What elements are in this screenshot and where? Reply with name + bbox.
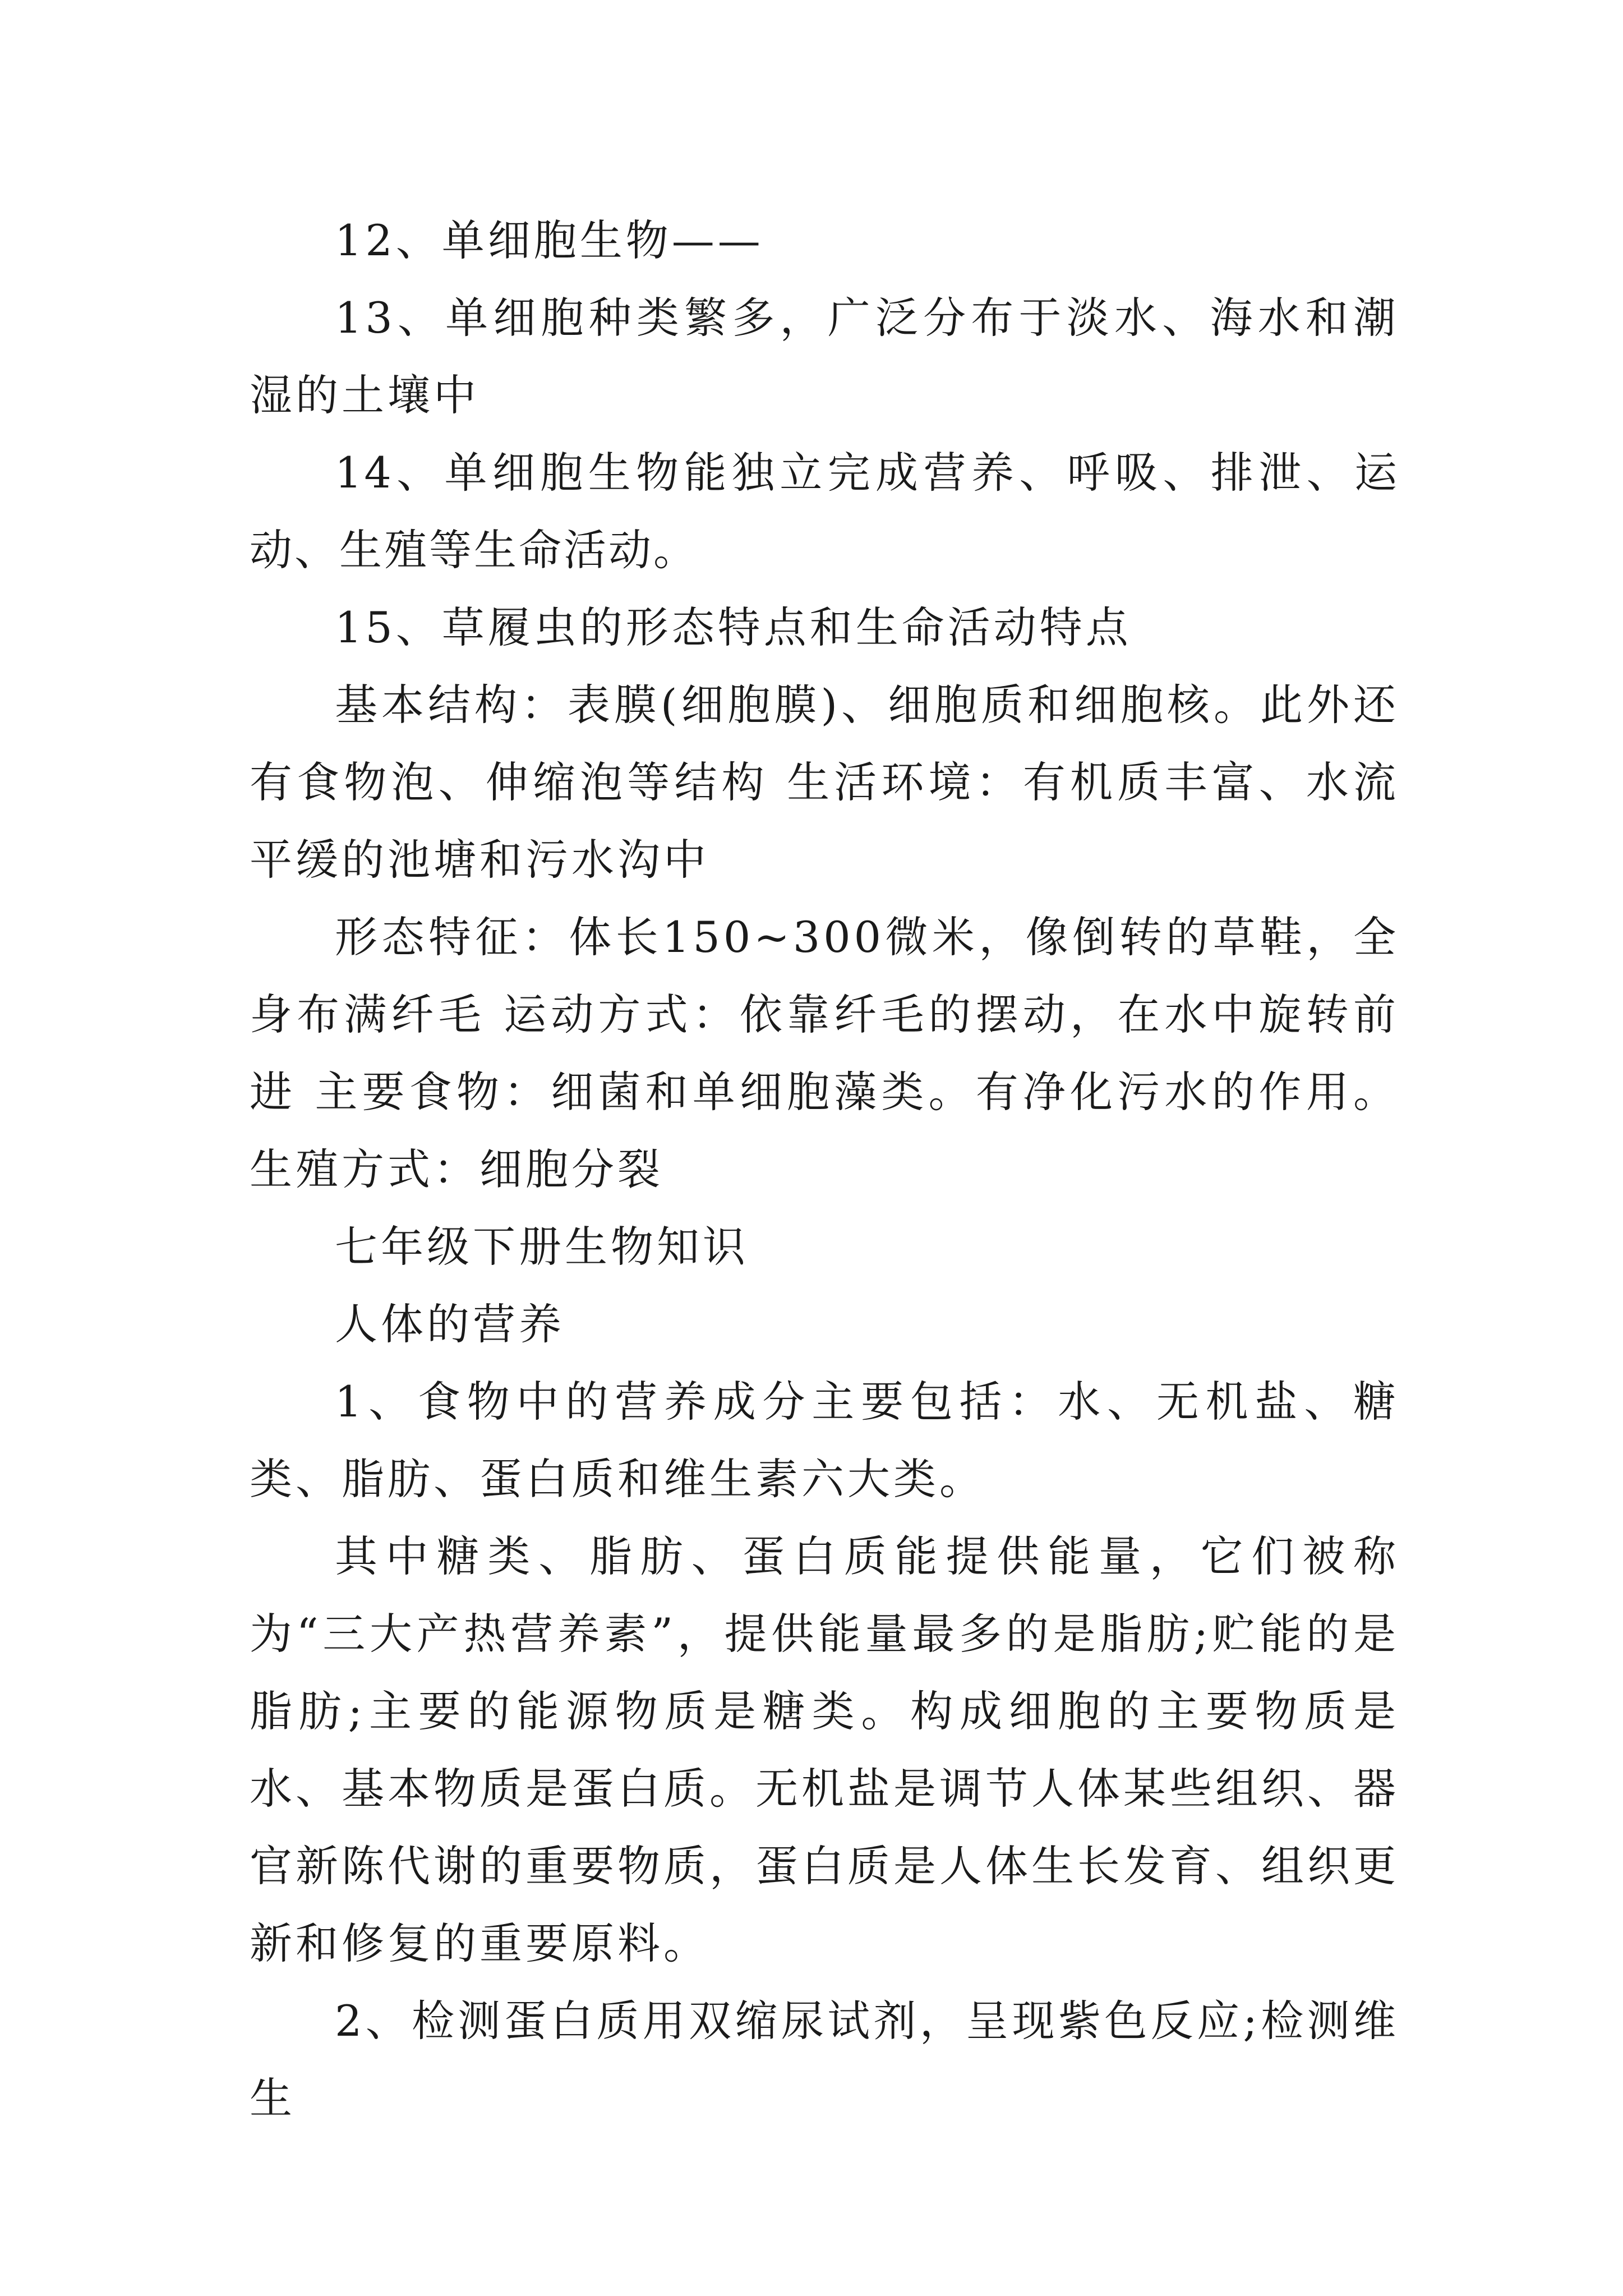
paragraph-2: 2、检测蛋白质用双缩尿试剂，呈现紫色反应;检测维生 (250, 1996, 1399, 2123)
paragraph-13: 13、单细胞种类繁多，广泛分布于淡水、海水和潮湿的土壤中 (250, 293, 1399, 420)
document-body (250, 202, 1399, 2137)
section-heading-grade7: 七年级下册生物知识 (335, 1222, 749, 1272)
paragraph-1: 1、食物中的营养成分主要包括：水、无机盐、糖类、脂肪、蛋白质和维生素六大类。 (250, 1377, 1399, 1504)
paragraph-nutrients: 其中糖类、脂肪、蛋白质能提供能量，它们被称为“三大产热营养素”，提供能量最多的是脂肪;贮能的是脂肪;主要的能源物质是糖类。构成细胞的主要物质是水、基本物质是蛋白质。无机盐是调节人体某些组织、器官新陈代谢的重要物质，蛋白质是人体生长发育、组织更新和修复的重要原料。 (250, 1531, 1399, 1968)
paragraph-basic-structure: 基本结构：表膜(细胞膜)、细胞质和细胞核。此外还有食物泡、伸缩泡等结构 生活环境：有机质丰富、水流平缓的池塘和污水沟中 (250, 680, 1399, 885)
section-heading-nutrition: 人体的营养 (335, 1299, 565, 1349)
paragraph-14: 14、单细胞生物能独立完成营养、呼吸、排泄、运动、生殖等生命活动。 (250, 448, 1399, 575)
paragraph-15: 15、草履虫的形态特点和生命活动特点 (335, 602, 1132, 652)
paragraph-12: 12、单细胞生物—— (335, 215, 764, 265)
paragraph-morphology: 形态特征：体长150~300微米，像倒转的草鞋，全身布满纤毛 运动方式：依靠纤毛的摆动，在水中旋转前进 主要食物：细菌和单细胞藻类。有净化污水的作用。 生殖方式：细胞分裂 (250, 912, 1399, 1194)
